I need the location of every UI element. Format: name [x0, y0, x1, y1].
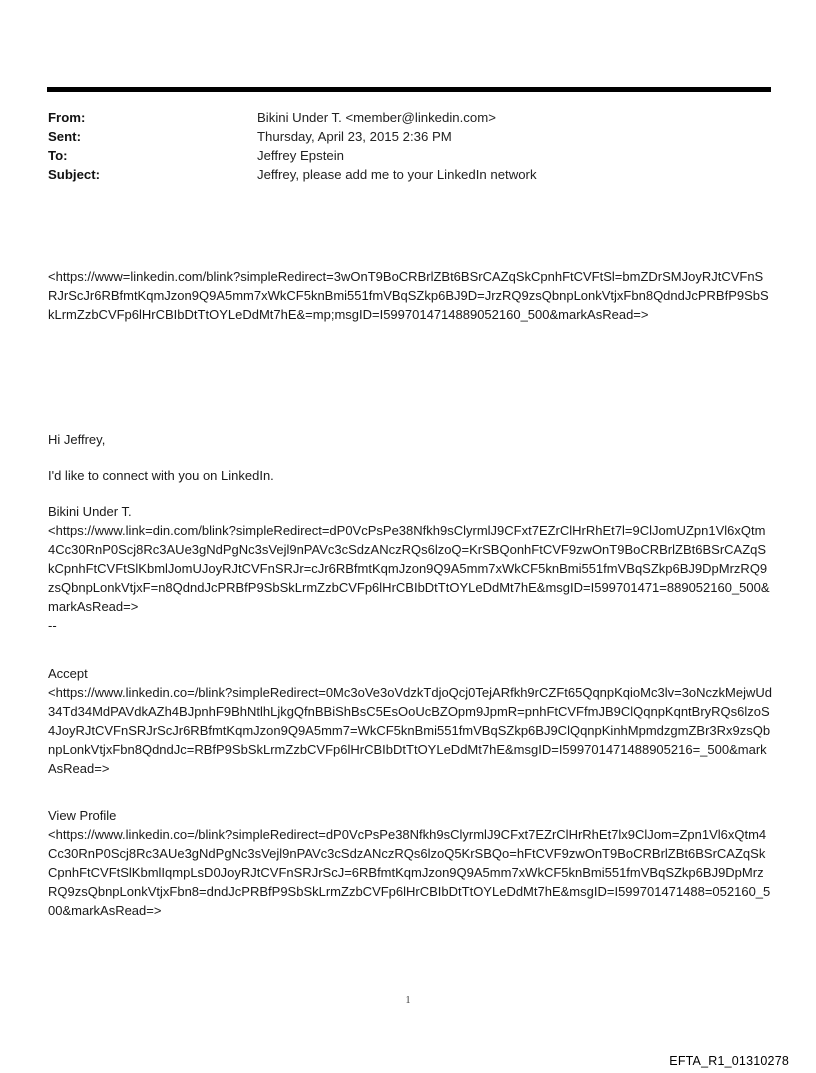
subject-value: Jeffrey, please add me to your LinkedIn network: [257, 167, 537, 182]
signature-separator: --: [48, 618, 57, 633]
top-redirect-link: <https://www=linkedin.com/blink?simpleRedirect=3wOnT9BoCRBrlZBt6BSrCAZqSkCpnhFtCVFtSl=bmZDrSMJoyRJtCVFnSRJrScJr6RBfmtKqmJzon9Q9A5mm7xWkCF5knBmi551fmVBqSZkp6BJ9D=JrzRQ9zsQbnpLonkVtjxFbn8QdndJcPRBfP9SbSkLrmZzbCVFp6lHrCBIbDtTtOYLeDdMt7hE&=mp;msgID=I5997014714889052160_500&markAsRead=>: [48, 269, 769, 322]
email-header: [48, 108, 768, 184]
header-divider-rule: [47, 87, 771, 92]
view-profile-link: <https://www.linkedin.co=/blink?simpleRedirect=dP0VcPsPe38Nfkh9sClyrmlJ9CFxt7EZrClHrRhEt7lx9ClJom=Zpn1Vl6xQtm4Cc30RnP0Scj8Rc3AUe3gNdPgNc3sVejl9nPAVc3cSdzANczRQs6lzoQ5KrSBQo=hFtCVF9zwOnT9BoCRBrlZBt6BSrCAZqSkCpnhFtCVFtSlKbmlIqmpLsD0JoyRJtCVFnSRJrScJ=6RBfmtKqmJzon9Q9A5mm7xWkCF5knBmi551fmVBqSZkp6BJ9DpMrzRQ9zsQbnpLonkVtjxFbn8=dndJcPRBfP9SbSkLrmZzbCVFp6lHrCBIbDtTtOYLeDdMt7hE&msgID=I599701471488=052160_500&markAsRead=>: [48, 827, 771, 918]
sent-row: [48, 127, 768, 146]
accept-block: [48, 664, 772, 778]
greeting: Hi Jeffrey,: [48, 432, 106, 447]
sent-value: Thursday, April 23, 2015 2:36 PM: [257, 129, 452, 144]
connect-message: I'd like to connect with you on LinkedIn.: [48, 468, 274, 483]
subject-label: Subject:: [48, 167, 101, 182]
from-value: Bikini Under T. <member@linkedin.com>: [257, 110, 496, 125]
to-value: Jeffrey Epstein: [257, 148, 344, 163]
page-number: 1: [405, 995, 411, 1006]
subject-row: [48, 165, 768, 184]
bates-number: EFTA_R1_01310278: [669, 1054, 789, 1068]
from-row: [48, 108, 768, 127]
accept-label: Accept: [48, 666, 88, 681]
to-label: To:: [48, 148, 68, 163]
sender-block: [48, 502, 772, 635]
sender-name: Bikini Under T.: [48, 504, 132, 519]
view-profile-label: View Profile: [48, 808, 117, 823]
from-label: From:: [48, 110, 86, 125]
to-row: [48, 146, 768, 165]
sent-label: Sent:: [48, 129, 81, 144]
sender-profile-link: <https://www.link=din.com/blink?simpleRedirect=dP0VcPsPe38Nfkh9sClyrmlJ9CFxt7EZrClHrRhEt7l=9ClJomUZpn1Vl6xQtm4Cc30RnP0Scj8Rc3AUe3gNdPgNc3sVejl9nPAVc3cSdzANczRQs6lzoQ=KrSBQonhFtCVF9zwOnT9BoCRBrlZBt6BSrCAZqSkCpnhFtCVFtSlKbmlJomUJoyRJtCVFnSRJr=cJr6RBfmtKqmJzon9Q9A5mm7xWkCF5knBmi551fmVBqSZkp6BJ9DpMrzRQ9zsQbnpLonkVtjxF=n8QdndJcPRBfP9SbSkLrmZzbCVFp6lHrCBIbDtTtOYLeDdMt7hE&msgID=I599701471=889052160_500&markAsRead=>: [48, 523, 770, 614]
accept-link: <https://www.linkedin.co=/blink?simpleRedirect=0Mc3oVe3oVdzkTdjoQcj0TejARfkh9rCZFt65QqnpKqioMc3lv=3oNczkMejwUd34Td34MdPAVdkAZh4BJpnhF9BhNtlhLjkgQfnBBiShBsC5EsOoUcBZOpm9JpmR=pnhFtCVFfmJB9ClQqnpKqntBryRQs6lzoS4JoyRJtCVFnSRJrScJr6RBfmtKqmJzon9Q9A5mm7=WkCF5knBmi551fmVBqSZkp6BJ9ClQqnpKinhMpmdzgmZBr3Rx9zsQbnpLonkVtjxFbn8QdndJc=RBfP9SbSkLrmZzbCVFp6lHrCBIbDtTtOYLeDdMt7hE&msgID=I599701471488905216=_500&markAsRead=>: [48, 685, 772, 776]
view-profile-block: [48, 806, 772, 920]
